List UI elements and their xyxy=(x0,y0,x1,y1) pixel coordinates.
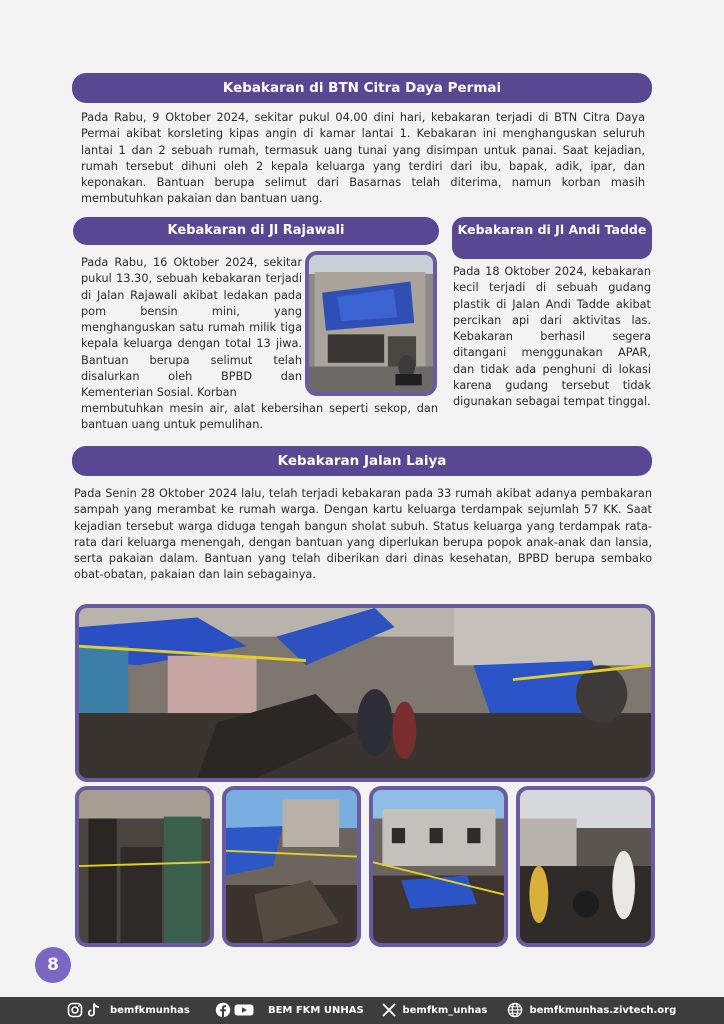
page-number: 8 xyxy=(35,947,71,983)
section-body-laiya: Pada Senin 28 Oktober 2024 lalu, telah terjadi kebakaran pada 33 rumah akibat adanya pembakaran sampah yang merambat ke rumah warga. Dengan kartu keluarga terdampak sejumlah 57 KK. Saat kejadian tersebut warga diduga tengah bangun sholat subuh. Status keluarga yang terdampak rata-rata dari keluarga menengah, dengan bantuan yang diperlukan berupa popok anak-anak dan lansia, serta pakaian dalam. Bantuan yang telah diberikan dari dinas kesehatan, BPBD berupa sembako obat-obatan, pakaian dan lain sebagainya. xyxy=(74,487,652,582)
tiktok-icon xyxy=(86,1002,102,1018)
section-title-rajawali: Kebakaran di Jl Rajawali xyxy=(73,217,439,245)
globe-icon xyxy=(507,1002,523,1018)
x-icon xyxy=(381,1002,397,1018)
footer-social-x[interactable] xyxy=(381,997,487,1024)
footer-x-handle: bemfkm_unhas xyxy=(402,1005,488,1016)
footer-facebook-youtube-handle: BEM FKM UNHAS xyxy=(267,1005,364,1016)
photo-laiya-small-3 xyxy=(369,786,508,947)
facebook-icon xyxy=(215,1002,231,1018)
section-body-rajawali-full: membutuhkan mesin air, alat kebersihan seperti sekop, dan bantuan uang untuk pemulihan. xyxy=(81,402,438,432)
footer-social-facebook[interactable] xyxy=(215,997,364,1024)
section-title-laiya: Kebakaran Jalan Laiya xyxy=(72,446,652,476)
photo-laiya-small-4 xyxy=(516,786,655,947)
section-body-andi-tadde: Pada 18 Oktober 2024, kebakaran kecil terjadi di sebuah gudang plastik di Jalan Andi Tadde akibat percikan api dari aktivitas las. Kebakaran berhasil segera ditangani menggunakan APAR, dan tidak ada penghuni di lokasi karena gudang tersebut tidak digunakan sebagai tempat tinggal. xyxy=(453,265,651,409)
instagram-icon xyxy=(67,1002,83,1018)
photo-laiya-small-1 xyxy=(75,786,214,947)
section-body-rajawali-side: Pada Rabu, 16 Oktober 2024, sekitar pukul 13.30, sebuah kebakaran terjadi di Jalan Rajawali akibat ledakan pada pom bensin mini, yang menghanguskan satu rumah milik tiga kepala keluarga dengan total 13 jiwa. Bantuan berupa selimut telah disalurkan oleh BPBD dan Kementerian Sosial. Korban xyxy=(81,256,302,400)
section-title-btn: Kebakaran di BTN Citra Daya Permai xyxy=(72,73,652,103)
footer-website[interactable] xyxy=(507,997,676,1024)
section-body-btn: Pada Rabu, 9 Oktober 2024, sekitar pukul 04.00 dini hari, kebakaran terjadi di BTN Citra Daya Permai akibat korsleting kipas angin di kamar lantai 1. Kebakaran ini menghanguskan seluruh lantai 1 dan 2 sebuah rumah, termasuk uang tunai yang disimpan untuk panai. Saat kejadian, rumah tersebut dihuni oleh 2 kepala keluarga yang terdiri dari ibu, bapak, adik, ipar, dan keponakan. Bantuan berupa selimut dari Basarnas telah diterima, namun korban masih membutuhkan pakaian dan bantuan uang. xyxy=(81,111,645,206)
footer-bar xyxy=(0,997,724,1024)
photo-laiya-small-2 xyxy=(222,786,361,947)
footer-social-instagram[interactable] xyxy=(67,997,190,1024)
photo-laiya-main xyxy=(75,604,655,782)
photo-rajawali-building xyxy=(305,251,437,396)
section-title-andi-tadde: Kebakaran di Jl Andi Tadde xyxy=(452,217,652,259)
youtube-icon xyxy=(234,1002,254,1018)
footer-website-url: bemfkmunhas.zivtech.org xyxy=(529,1005,677,1016)
footer-instagram-tiktok-handle: bemfkmunhas xyxy=(109,1005,190,1016)
